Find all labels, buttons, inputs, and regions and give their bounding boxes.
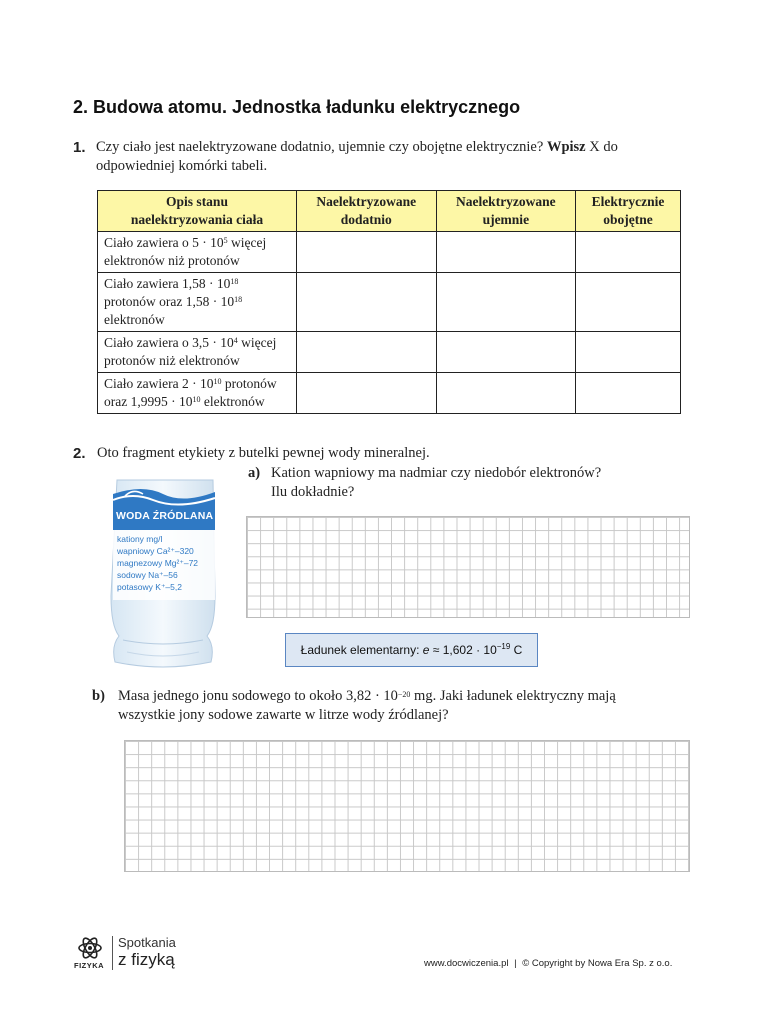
row-3-negative-cell[interactable] <box>436 332 576 373</box>
charge-table <box>97 190 681 414</box>
section-title-text: Budowa atomu. Jednostka ładunku elektrycznego <box>93 97 521 117</box>
answer-grid-a[interactable] <box>246 516 690 618</box>
task-1-line2: odpowiedniej komórki tabeli. <box>96 158 268 174</box>
section-title <box>73 97 520 118</box>
logo-subject: FIZYKA <box>74 961 105 970</box>
row-2-description: Ciało zawiera $1,58 \cdot 10^{18}$ protonów oraz $1,58 \cdot 10^{18}$ elektronów <box>98 273 297 332</box>
header-neutral: Elektrycznie obojętne <box>576 191 681 232</box>
subtask-a-question: Kation wapniowy ma nadmiar czy niedobór elektronów? Ilu dokładnie? <box>271 465 602 500</box>
table-header-row <box>98 191 681 232</box>
row-3-neutral-cell[interactable] <box>576 332 681 373</box>
row-4-neutral-cell[interactable] <box>576 373 681 414</box>
subtask-a-marker: a) <box>248 465 261 481</box>
table-row <box>98 373 681 414</box>
task-1-number: 1. <box>73 139 86 156</box>
section-number: 2. <box>73 97 89 117</box>
footer-site-link[interactable]: www.docwiczenia.pl <box>424 958 509 969</box>
row-1-negative-cell[interactable] <box>436 232 576 273</box>
task-1-instruction <box>96 138 696 176</box>
task-1-line1-post: X do <box>589 139 618 155</box>
row-3-positive-cell[interactable] <box>297 332 437 373</box>
subtask-b-marker: b) <box>92 688 105 704</box>
row-2-neutral-cell[interactable] <box>576 273 681 332</box>
task-1-line1-pre: Czy ciało jest naelektryzowane dodatnio, ujemnie czy obojętne elektrycznie? <box>96 139 544 155</box>
row-4-negative-cell[interactable] <box>436 373 576 414</box>
row-2-negative-cell[interactable] <box>436 273 576 332</box>
header-positive: Naelektryzowane dodatnio <box>297 191 437 232</box>
bottle-brand: WODA ŹRÓDLANA <box>116 510 214 522</box>
header-negative: Naelektryzowane ujemnie <box>436 191 576 232</box>
task-2-number: 2. <box>73 445 86 462</box>
row-1-description: Ciało zawiera o $5 \cdot 10^5$ więcej elektronów niż protonów <box>98 232 297 273</box>
footer-copyright: www.docwiczenia.pl | © Copyright by Nowa Era Sp. z o.o. <box>424 958 673 969</box>
logo-divider <box>112 936 113 970</box>
answer-grid-b[interactable] <box>124 740 690 872</box>
header-description: Opis stanu naelektryzowania ciała <box>98 191 297 232</box>
row-4-description: Ciało zawiera $2 \cdot 10^{10}$ protonów oraz $1,9995 \cdot 10^{10}$ elektronów <box>98 373 297 414</box>
row-4-positive-cell[interactable] <box>297 373 437 414</box>
elementary-charge-box: Ładunek elementarny: $e \approx 1,602 \cdot 10^{-19}$ C <box>285 633 538 667</box>
logo-line1: Spotkania <box>118 935 176 950</box>
logo-line2: z fizyką <box>118 950 175 969</box>
row-2-positive-cell[interactable] <box>297 273 437 332</box>
bottle-label-text: kationy mg/l wapniowy Ca²⁺–320 magnezowy Mg²⁺–72 sodowy Na⁺–56 potasowy K⁺–5,2 <box>117 534 199 592</box>
row-3-description: Ciało zawiera o $3,5 \cdot 10^4$ więcej protonów niż elektronów <box>98 332 297 373</box>
subtask-b-question: Masa jednego jonu sodowego to około $3,82 \cdot 10^{-20}$ mg. Jaki ładunek elektryczny mają wszystkie jony sodowe zawarte w litrze wody źródlanej? <box>118 688 616 723</box>
atom-logo-icon <box>76 936 104 960</box>
task-1-line1-bold: Wpisz <box>546 139 586 155</box>
task-2-intro: Oto fragment etykiety z butelki pewnej wody mineralnej. <box>97 445 430 461</box>
row-1-neutral-cell[interactable] <box>576 232 681 273</box>
table-row <box>98 232 681 273</box>
row-1-positive-cell[interactable] <box>297 232 437 273</box>
table-row <box>98 332 681 373</box>
table-row <box>98 273 681 332</box>
